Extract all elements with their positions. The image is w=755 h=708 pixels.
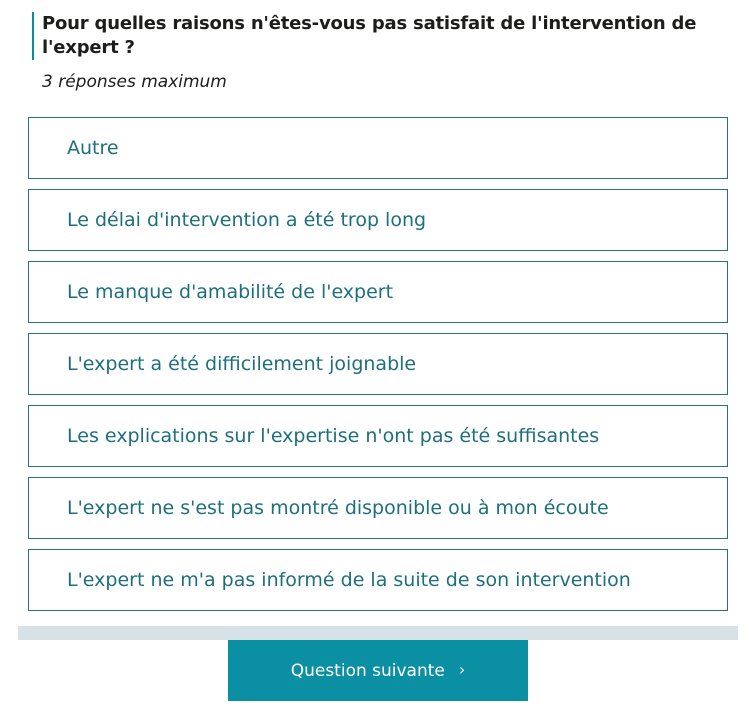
- option-explications-insuffisantes[interactable]: [28, 405, 728, 467]
- question-title: Pour quelles raisons n'êtes-vous pas satisfait de l'intervention de l'expert ?: [32, 12, 722, 60]
- option-difficilement-joignable[interactable]: [28, 333, 728, 395]
- next-question-label: Question suivante: [290, 660, 445, 681]
- answer-limit-hint: 3 réponses maximum: [42, 72, 227, 92]
- option-label: Autre: [67, 137, 119, 159]
- option-autre[interactable]: [28, 117, 728, 179]
- option-label: L'expert ne s'est pas montré disponible ou à mon écoute: [67, 497, 609, 519]
- next-question-button[interactable]: [228, 640, 528, 701]
- option-pas-disponible[interactable]: [28, 477, 728, 539]
- option-label: Le délai d'intervention a été trop long: [67, 209, 427, 231]
- option-delai-trop-long[interactable]: [28, 189, 728, 251]
- answer-options: [28, 117, 728, 621]
- divider-bar: [18, 626, 738, 640]
- option-label: L'expert ne m'a pas informé de la suite de son intervention: [67, 569, 631, 591]
- option-pas-informe[interactable]: [28, 549, 728, 611]
- option-manque-amabilite[interactable]: [28, 261, 728, 323]
- option-label: Les explications sur l'expertise n'ont pas été suffisantes: [67, 425, 600, 447]
- chevron-right-icon: ›: [458, 660, 466, 679]
- option-label: L'expert a été difficilement joignable: [67, 353, 417, 375]
- option-label: Le manque d'amabilité de l'expert: [67, 281, 394, 303]
